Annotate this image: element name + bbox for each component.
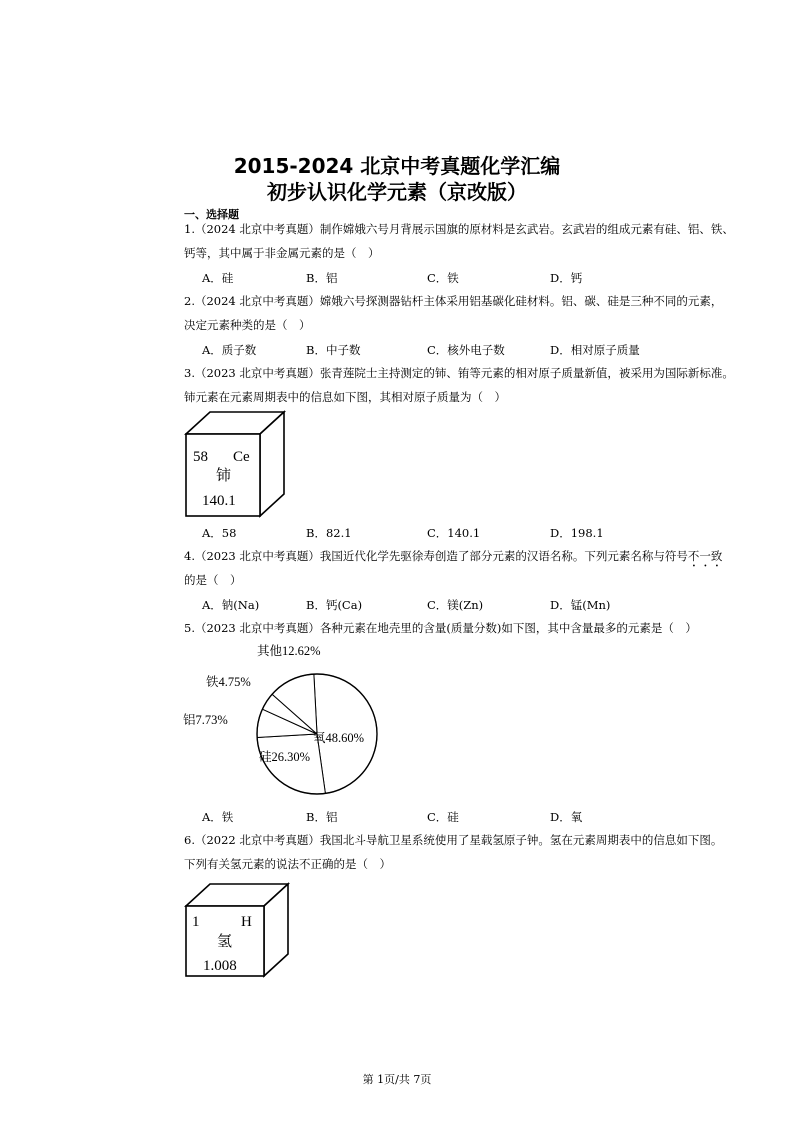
- atomic-number: 1: [192, 914, 200, 930]
- pie-label-aluminum: 铝7.73%: [183, 713, 228, 727]
- q2-option-b: B．中子数: [306, 343, 361, 357]
- q6-line1: 6.（2022 北京中考真题）我国北斗导航卫星系统使用了星载氢原子钟。氢在元素周期表中的信息如下图。: [184, 833, 723, 847]
- q4-line1-text: 4.（2023 北京中考真题）我国近代化学先驱徐寿创造了部分元素的汉语名称。下列元素名称与符号: [184, 549, 688, 563]
- q5-option-c: C．硅: [427, 810, 459, 824]
- q2-line2: 决定元素种类的是（ ）: [184, 318, 311, 332]
- crust-composition-pie-chart: [180, 640, 400, 806]
- atomic-mass: 1.008: [203, 958, 237, 974]
- document-title-line1: 2015-2024 北京中考真题化学汇编: [233, 154, 561, 178]
- q4-option-c: C．镁(Zn): [427, 598, 484, 612]
- q4-option-b: B．钙(Ca): [306, 598, 363, 612]
- page-footer: 第 1页/共 7页: [362, 1073, 432, 1086]
- q4-option-a: A．钠(Na): [202, 598, 260, 612]
- q3-line2: 铈元素在元素周期表中的信息如下图，其相对原子质量为（ ）: [184, 390, 506, 404]
- pie-label-other: 其他12.62%: [257, 644, 321, 658]
- section-heading: 一、选择题: [184, 208, 239, 221]
- q2-option-d: D．相对原子质量: [550, 343, 640, 357]
- q5-option-d: D．氧: [550, 810, 583, 824]
- q3-option-d: D．198.1: [550, 526, 604, 540]
- element-name: 铈: [216, 468, 232, 484]
- q1-option-c: C．铁: [427, 271, 459, 285]
- q4-line2: 的是（ ）: [184, 573, 242, 587]
- q1-line1: 1.（2024 北京中考真题）制作嫦娥六号月背展示国旗的原材料是玄武岩。玄武岩的组成元素有硅、铝、铁、: [184, 222, 734, 236]
- q1-line2: 钙等，其中属于非金属元素的是（ ）: [184, 246, 380, 260]
- q1-option-a: A．硅: [202, 271, 234, 285]
- q3-option-b: B．82.1: [306, 526, 352, 540]
- atomic-mass: 140.1: [202, 493, 236, 509]
- element-name: 氢: [217, 934, 233, 950]
- document-title-line2: 初步认识化学元素（京改版）: [267, 180, 527, 204]
- q3-option-a: A．58: [202, 526, 237, 540]
- q3-line1: 3.（2023 北京中考真题）张青莲院士主持测定的铈、铕等元素的相对原子质量新值，被采用为国际新标准。: [184, 366, 734, 380]
- q2-line1: 2.（2024 北京中考真题）嫦娥六号探测器钻杆主体采用铝基碳化硅材料。铝、碳、硅是三种不同的元素，: [184, 294, 723, 308]
- q4-option-d: D．锰(Mn): [550, 598, 611, 612]
- q6-line2: 下列有关氢元素的说法不正确的是（ ）: [184, 857, 391, 871]
- q4-emphasis: 不一致: [687, 549, 723, 563]
- q4-line1: [184, 549, 722, 570]
- pie-label-silicon: 硅26.30%: [259, 750, 311, 764]
- q2-option-c: C．核外电子数: [427, 343, 505, 357]
- element-symbol: Ce: [233, 449, 250, 465]
- hydrogen-element-tile: [180, 880, 294, 980]
- element-symbol: H: [241, 914, 252, 930]
- q5-option-b: B．铝: [306, 810, 338, 824]
- q3-option-c: C．140.1: [427, 526, 481, 540]
- q1-option-d: D．钙: [550, 271, 583, 285]
- q2-option-a: A．质子数: [202, 343, 257, 357]
- atomic-number: 58: [193, 449, 208, 465]
- q5-option-a: A．铁: [202, 810, 234, 824]
- cerium-element-tile: [180, 408, 290, 520]
- pie-label-oxygen: 氧48.60%: [313, 731, 365, 745]
- q1-option-b: B．铝: [306, 271, 338, 285]
- pie-label-iron: 铁4.75%: [206, 675, 251, 689]
- q5-line1: 5.（2023 北京中考真题）各种元素在地壳里的含量(质量分数)如下图，其中含量最多的元素是（ ）: [184, 621, 697, 635]
